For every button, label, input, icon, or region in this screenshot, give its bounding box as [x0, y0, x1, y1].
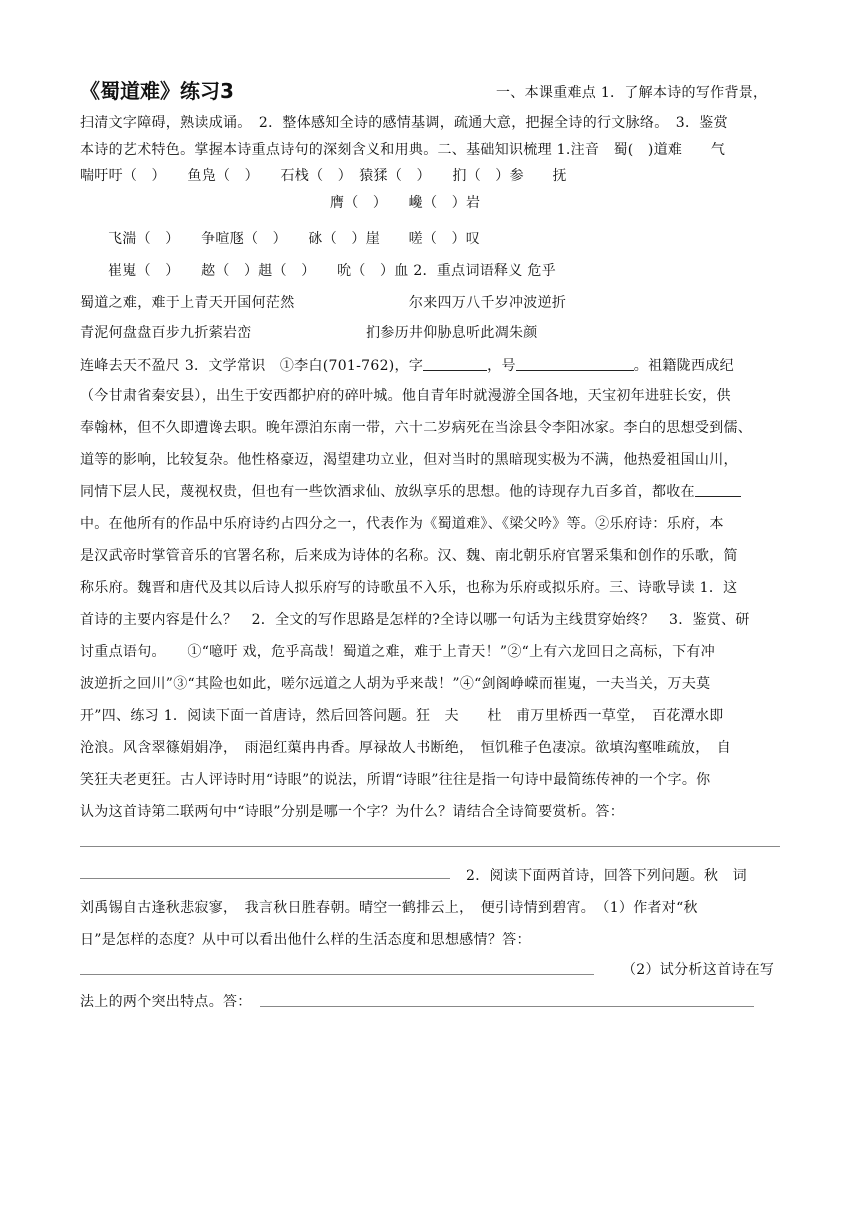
text-line: 首诗的主要内容是什么？ 2．全文的写作思路是怎样的?全诗以哪一句话为主线贯穿始终？ 3．鉴赏、研: [80, 612, 750, 628]
text-line: 刘禹锡自古逢秋悲寂寥， 我言秋日胜春朝。晴空一鹤排云上， 便引诗情到碧宵。 （1）作者对“秋: [80, 900, 698, 916]
text-line: 认为这首诗第二联两句中“诗眼”分别是哪一个字？为什么？请结合全诗简要赏析。答：: [80, 804, 625, 820]
text-line: 波逆折之回川”③“其险也如此，嗟尔远道之人胡为乎来哉！”④“剑阁峥嵘而崔嵬，一夫当关，万夫莫: [80, 676, 711, 692]
text-line: 本诗的艺术特色。掌握本诗重点诗句的深刻含义和用典。二、基础知识梳理 1.注音 蜀( )道难 气: [80, 142, 726, 158]
text-line: 笑狂夫老更狂。古人评诗时用“诗眼”的说法，所谓“诗眼”往往是指一句诗中最简练传神的一个字。你: [80, 772, 711, 788]
text-line: 崔嵬（ ） 趑（ ）趄（ ） 吮（ ）血 2．重点词语释义 危乎: [108, 263, 557, 279]
text-line: 是汉武帝时掌管音乐的官署名称，后来成为诗体的名称。汉、魏、南北朝乐府官署采集和创作的乐歌，简: [80, 548, 738, 564]
text-line: 飞湍（ ） 争喧豗（ ） 砯（ ）崖 嗟（ ）叹: [108, 231, 481, 247]
page-title: 《蜀道难》练习3: [80, 79, 234, 103]
text-line: 扫清文字障碍，熟读成诵。 2．整体感知全诗的感情基调，疏通大意，把握全诗的行文脉络。 3．鉴赏: [80, 115, 728, 131]
text: 。祖籍陇西成纪: [633, 358, 734, 374]
text-line: 2．阅读下面两首诗，回答下列问题。秋 词: [466, 868, 747, 884]
text-line: 日”是怎样的态度？从中可以看出他什么样的生活态度和思想感情？答：: [80, 932, 531, 948]
text-line: 称乐府。魏晋和唐代及其以后诗人拟乐府写的诗歌虽不入乐，也称为乐府或拟乐府。三、诗歌导读 1．这: [80, 580, 738, 596]
text-line: （今甘肃省秦安县），出生于安西都护府的碎叶城。他自青年时就漫游全国各地，天宝初年进驻长安，供: [80, 388, 731, 404]
text-line: 蜀道之难，难于上青天开国何茫然 尔来四万八千岁冲波逆折: [80, 295, 567, 311]
answer-line[interactable]: [80, 846, 780, 847]
text-line: 奉翰林，但不久即遭谗去职。晚年漂泊东南一带，六十二岁病死在当涂县令李阳冰家。李白的思想受到儒、: [80, 420, 753, 436]
answer-line[interactable]: [80, 974, 594, 975]
text-line: [80, 356, 780, 376]
text-line: [80, 482, 780, 502]
answer-blank-collection[interactable]: [695, 482, 741, 497]
text: 同情下层人民，蔑视权贵，但也有一些饮酒求仙、放纵享乐的思想。他的诗现存九百多首，都收在: [80, 484, 695, 500]
answer-blank-style-name[interactable]: [423, 356, 487, 371]
text-line: 开”四、练习 1．阅读下面一首唐诗，然后回答问题。狂 夫 杜 甫万里桥西一草堂， 百花潭水即: [80, 708, 724, 724]
text: 连峰去天不盈尺 3．文学常识 ①李白(701-762)，字: [80, 358, 424, 374]
answer-line[interactable]: [80, 878, 450, 879]
answer-line[interactable]: [260, 1006, 754, 1007]
answer-blank-pen-name[interactable]: [516, 356, 634, 371]
text-line: [496, 83, 786, 103]
text-line: 中。在他所有的作品中乐府诗约占四分之一，代表作为《蜀道难》、《梁父吟》等。②乐府诗：乐府，本: [80, 516, 724, 532]
text-line: 喘吁吁（ ） 鱼凫（ ） 石栈（ ） 猿猱（ ） 扪（ ）参 抚: [80, 168, 567, 184]
text-line: 膺（ ） 巉（ ）岩: [330, 195, 481, 211]
text-line: 沧浪。风含翠篠娟娟净， 雨浥红蕖冉冉香。厚禄故人书断绝， 恒饥稚子色凄凉。欲填沟壑唯疏放， 自: [80, 740, 732, 756]
text-line: 道等的影响，比较复杂。他性格豪迈，渴望建功立业，但对当时的黑暗现实极为不满，他热爱祖国山川，: [80, 452, 738, 468]
text-line: 法上的两个突出特点。答：: [80, 994, 252, 1010]
text-line: （2）试分析这首诗在写: [622, 962, 775, 978]
text-line: 青泥何盘盘百步九折萦岩峦 扪参历井仰胁息听此凋朱颜: [80, 325, 538, 341]
text: 一、本课重难点 1．了解本诗的写作背景，: [496, 85, 768, 101]
text: ，号: [487, 358, 516, 374]
text-line: 讨重点语句。 ①“噫吁 戏，危乎高哉！蜀道之难，难于上青天！”②“上有六龙回日之高标，下有冲: [80, 644, 716, 660]
